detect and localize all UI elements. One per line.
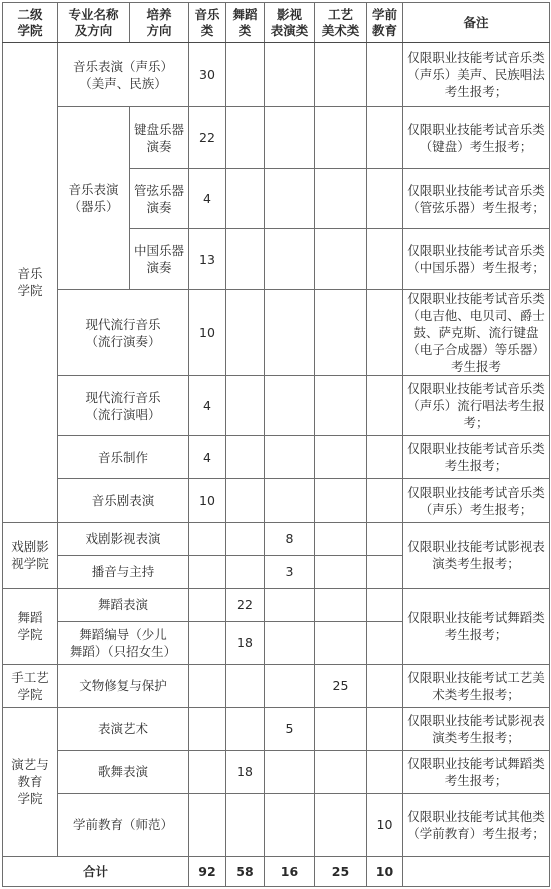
music-count: 10 (189, 290, 226, 376)
admission-plan-table (2, 2, 550, 887)
note-cell: 仅限职业技能考试工艺美术类考生报考； (403, 664, 550, 707)
major-cell: 音乐表演（声乐） （美声、民族） (58, 43, 189, 107)
major-cell: 音乐表演 （器乐） (58, 107, 130, 290)
header-dance: 舞蹈 类 (226, 3, 265, 43)
note-cell: 仅限职业技能考试音乐类考生报考； (403, 436, 550, 479)
total-craft: 25 (315, 856, 367, 886)
preschool-count: 10 (367, 793, 403, 856)
major-cell: 戏剧影视表演 (58, 522, 189, 555)
college-craft: 手工艺 学院 (3, 664, 58, 707)
music-count: 30 (189, 43, 226, 107)
major-cell: 播音与主持 (58, 555, 189, 588)
music-count: 22 (189, 107, 226, 169)
major-cell: 文物修复与保护 (58, 664, 189, 707)
table-row (3, 290, 550, 376)
note-cell: 仅限职业技能考试影视表演类考生报考； (403, 707, 550, 750)
table-row (3, 479, 550, 522)
total-film: 16 (265, 856, 315, 886)
college-drama: 戏剧影 视学院 (3, 522, 58, 588)
direction-cell: 键盘乐器 演奏 (130, 107, 189, 169)
film-count: 8 (265, 522, 315, 555)
music-count: 4 (189, 169, 226, 229)
header-preschool: 学前 教育 (367, 3, 403, 43)
total-label: 合计 (3, 856, 189, 886)
note-cell: 仅限职业技能考试音乐类（声乐）考生报考； (403, 479, 550, 522)
dance-count: 18 (226, 750, 265, 793)
note-cell: 仅限职业技能考试舞蹈类考生报考； (403, 588, 550, 664)
header-craft: 工艺 美术类 (315, 3, 367, 43)
note-cell: 仅限职业技能考试舞蹈类考生报考； (403, 750, 550, 793)
college-dance: 舞蹈 学院 (3, 588, 58, 664)
note-cell: 仅限职业技能考试音乐类（声乐）美声、民族唱法考生报考； (403, 43, 550, 107)
note-cell: 仅限职业技能考试音乐类（键盘）考生报考； (403, 107, 550, 169)
major-cell: 现代流行音乐 （流行演唱） (58, 376, 189, 436)
music-count: 4 (189, 376, 226, 436)
note-cell: 仅限职业技能考试音乐类（管弦乐器）考生报考； (403, 169, 550, 229)
header-music: 音乐 类 (189, 3, 226, 43)
direction-cell: 中国乐器 演奏 (130, 229, 189, 290)
table-row (3, 43, 550, 107)
total-dance: 58 (226, 856, 265, 886)
music-count: 13 (189, 229, 226, 290)
header-direction: 培养 方向 (130, 3, 189, 43)
note-cell: 仅限职业技能考试音乐类（电吉他、电贝司、爵士鼓、萨克斯、流行键盘（电子合成器）等乐器）考生报考 (403, 290, 550, 376)
music-count: 4 (189, 436, 226, 479)
major-cell: 现代流行音乐 （流行演奏） (58, 290, 189, 376)
table-row (3, 707, 550, 750)
major-cell: 表演艺术 (58, 707, 189, 750)
college-perf-edu: 演艺与 教育 学院 (3, 707, 58, 856)
major-cell: 歌舞表演 (58, 750, 189, 793)
major-cell: 学前教育（师范） (58, 793, 189, 856)
table-row (3, 522, 550, 555)
total-preschool: 10 (367, 856, 403, 886)
total-music: 92 (189, 856, 226, 886)
header-row (3, 3, 550, 43)
note-cell: 仅限职业技能考试影视表演类考生报考； (403, 522, 550, 588)
table-row (3, 588, 550, 621)
craft-count: 25 (315, 664, 367, 707)
direction-cell: 管弦乐器 演奏 (130, 169, 189, 229)
film-count: 5 (265, 707, 315, 750)
header-major: 专业名称 及方向 (58, 3, 130, 43)
major-cell: 舞蹈表演 (58, 588, 189, 621)
note-cell: 仅限职业技能考试音乐类（声乐）流行唱法考生报考； (403, 376, 550, 436)
header-film: 影视 表演类 (265, 3, 315, 43)
table-row (3, 664, 550, 707)
header-college: 二级 学院 (3, 3, 58, 43)
header-note: 备注 (403, 3, 550, 43)
film-count: 3 (265, 555, 315, 588)
table-row (3, 436, 550, 479)
major-cell: 音乐制作 (58, 436, 189, 479)
dance-count: 18 (226, 621, 265, 664)
note-cell: 仅限职业技能考试其他类（学前教育）考生报考； (403, 793, 550, 856)
music-count: 10 (189, 479, 226, 522)
dance-count: 22 (226, 588, 265, 621)
note-cell: 仅限职业技能考试音乐类（中国乐器）考生报考； (403, 229, 550, 290)
table-row (3, 750, 550, 793)
major-cell: 舞蹈编导（少儿 舞蹈）（只招女生） (58, 621, 189, 664)
table-row (3, 793, 550, 856)
table-row (3, 376, 550, 436)
college-music: 音乐 学院 (3, 43, 58, 523)
table-row (3, 107, 550, 169)
total-row (3, 856, 550, 886)
major-cell: 音乐剧表演 (58, 479, 189, 522)
